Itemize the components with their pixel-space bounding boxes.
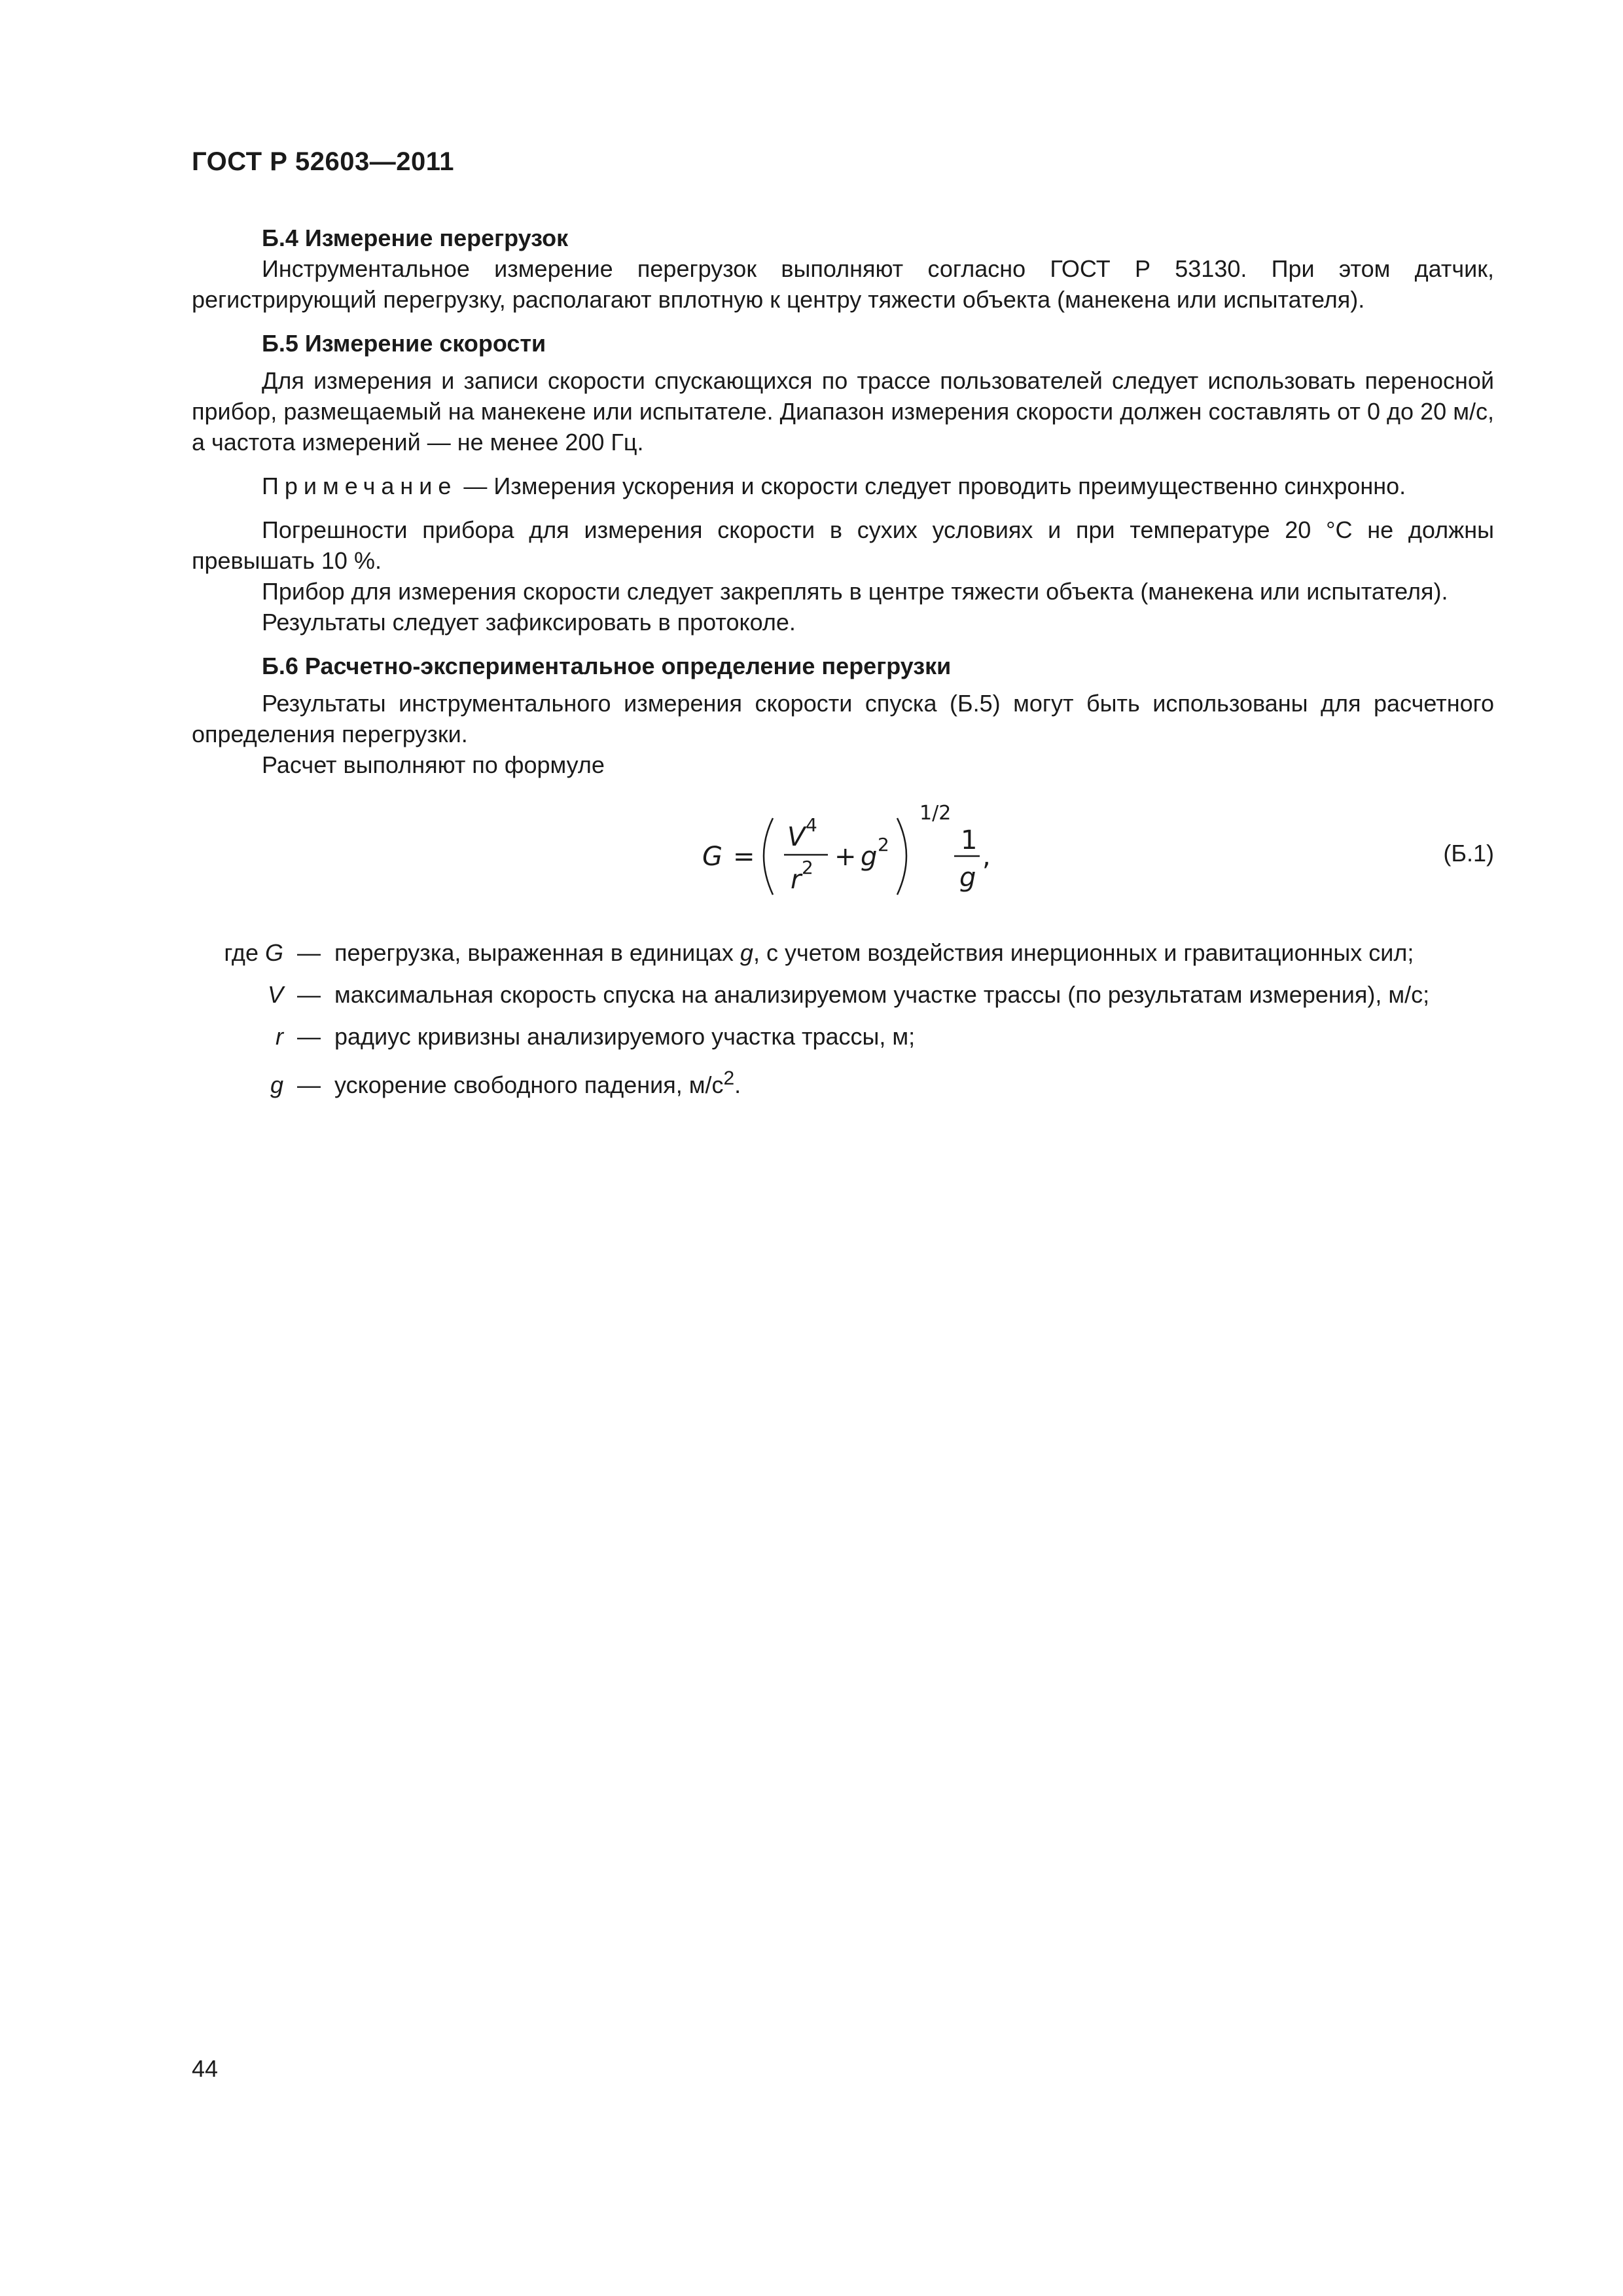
- variable-definitions: [192, 937, 1494, 1100]
- definition-row: [192, 937, 1494, 968]
- paragraph-b5-1: Для измерения и записи скорости спускающихся по трассе пользователей следует использовать переносной прибор, размещаемый на манекене или испытателе. Диапазон измерения скорости должен составлять от 0 до 20 м/с, а частота измерений — не менее 200 Гц.: [192, 367, 1494, 456]
- definition-text: радиус кривизны анализируемого участка трассы, м;: [334, 1023, 916, 1050]
- definition-dash: —: [297, 1023, 321, 1050]
- note-paragraph: [192, 471, 1494, 501]
- definition-text: перегрузка, выраженная в единицах g, с учетом воздействия инерционных и гравитационных сил;: [334, 939, 1414, 966]
- definition-term: g: [270, 1071, 283, 1098]
- page-number: 44: [192, 2055, 219, 2082]
- paragraph-b6-1: Результаты инструментального измерения скорости спуска (Б.5) могут быть использованы для расчетного определения перегрузки.: [192, 690, 1494, 747]
- section-heading-b5: Б.5 Измерение скорости: [262, 330, 546, 357]
- definition-term: r: [276, 1023, 283, 1050]
- paragraph-b6-2: Расчет выполняют по формуле: [262, 751, 605, 778]
- paragraph-b4-1: Инструментальное измерение перегрузок выполняют согласно ГОСТ Р 53130. При этом датчик, регистрирующий перегрузку, располагают вплотную к центру тяжести объекта (манекена или испытателя).: [192, 255, 1494, 313]
- right-paren: [897, 818, 906, 895]
- definition-term: V: [267, 981, 283, 1008]
- formula-den-exp: 2: [802, 857, 813, 878]
- formula-g-var: g: [861, 842, 878, 872]
- formula-equals: =: [733, 842, 755, 872]
- definition-term: G: [264, 939, 283, 966]
- paragraph-b5-2: Погрешности прибора для измерения скорости в сухих условиях и при температуре 20 °С не должны превышать 10 %.: [192, 516, 1494, 574]
- formula-lhs: G: [702, 842, 722, 872]
- definition-text: ускорение свободного падения, $м/с^2$.: [334, 1067, 741, 1098]
- formula-den-var: r: [791, 865, 802, 895]
- formula-row: [192, 800, 1494, 911]
- formula-frac2-den: g: [959, 863, 976, 893]
- definition-dash: —: [297, 981, 321, 1008]
- formula-b1: [689, 800, 1160, 911]
- definition-dash: —: [297, 1071, 321, 1098]
- definition-row: [192, 1063, 1494, 1100]
- formula-num-exp: 4: [806, 814, 817, 836]
- paragraph-b5-4: Результаты следует зафиксировать в протоколе.: [262, 609, 796, 636]
- definition-text: максимальная скорость спуска на анализируемом участке трассы (по результатам измерения), м/с;: [334, 981, 1430, 1008]
- definition-row: [192, 1021, 1494, 1052]
- equation-number: (Б.1): [1443, 840, 1494, 867]
- section-heading-b6: Б.6 Расчетно-экспериментальное определение перегрузки: [262, 653, 952, 679]
- definition-dash: —: [297, 939, 321, 966]
- definition-row: [192, 979, 1494, 1010]
- paragraph-b5-3: Прибор для измерения скорости следует закреплять в центре тяжести объекта (манекена или испытателя).: [262, 578, 1448, 605]
- document-body: [192, 223, 1494, 1111]
- document-header: ГОСТ Р 52603—2011: [192, 147, 454, 176]
- formula-outer-exp: 1/2: [919, 802, 952, 825]
- formula-num-var: V: [787, 822, 806, 852]
- left-paren: [764, 818, 773, 895]
- formula-frac2-num: 1: [961, 825, 978, 855]
- formula-trail: ,: [982, 842, 991, 872]
- where-lead: где: [224, 939, 259, 966]
- formula-plus: +: [834, 842, 857, 872]
- note-text: — Измерения ускорения и скорости следует проводить преимущественно синхронно.: [457, 473, 1406, 499]
- formula-g-exp: 2: [878, 834, 889, 855]
- note-prefix: Примечание: [262, 473, 457, 499]
- section-heading-b4: Б.4 Измерение перегрузок: [262, 224, 569, 251]
